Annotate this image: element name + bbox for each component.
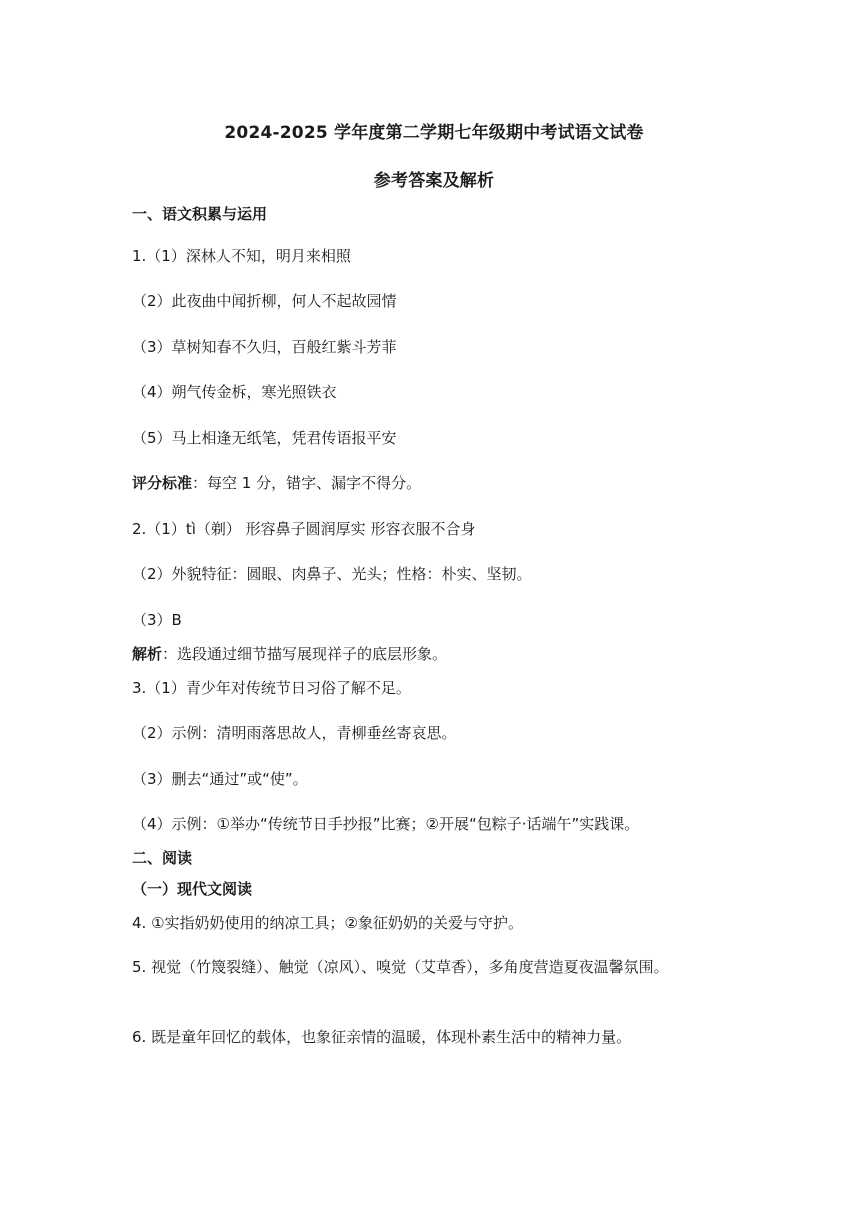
analysis-text: ：选段通过细节描写展现祥子的底层形象。 [162,645,448,663]
criteria-text: ：每空 1 分，错字、漏字不得分。 [192,474,422,492]
analysis-label: 解析 [132,645,163,663]
q2-analysis [132,643,447,664]
q1-criteria [132,472,421,493]
q3-line-2: （2）示例：清明雨落思故人，青柳垂丝寄哀思。 [132,724,457,742]
q2-line-3: （3）B [132,611,182,629]
q1-line-4: （4）朔气传金柝，寒光照铁衣 [132,383,337,401]
criteria-label: 评分标准 [132,474,193,492]
q3-line-1: 3.（1）青少年对传统节日习俗了解不足。 [132,679,411,697]
section-heading-2: 二、阅读 [132,849,193,867]
q3-line-3: （3）删去“通过”或“使”。 [132,770,308,788]
q1-line-3: （3）草树知春不久归，百般红紫斗芳菲 [132,338,397,356]
document-title: 2024-2025 学年度第二学期七年级期中考试语文试卷 [224,123,644,143]
q4-answer: 4. ①实指奶奶使用的纳凉工具；②象征奶奶的关爱与守护。 [132,914,523,932]
q1-line-1: 1.（1）深林人不知，明月来相照 [132,247,351,265]
q2-line-1: 2.（1）tì（剃） 形容鼻子圆润厚实 形容衣服不合身 [132,520,476,538]
q1-line-5: （5）马上相逢无纸笔，凭君传语报平安 [132,429,397,447]
q6-answer: 6. 既是童年回忆的载体，也象征亲情的温暖，体现朴素生活中的精神力量。 [132,1028,632,1046]
q3-line-4: （4）示例：①举办“传统节日手抄报”比赛；②开展“包粽子·话端午”实践课。 [132,815,640,833]
subsection-heading: （一）现代文阅读 [132,880,253,898]
q5-answer: 5. 视觉（竹篾裂缝）、触觉（凉风）、嗅觉（艾草香），多角度营造夏夜温馨氛围。 [132,958,669,976]
q2-line-2: （2）外貌特征：圆眼、肉鼻子、光头；性格：朴实、坚韧。 [132,565,532,583]
section-heading-1: 一、语文积累与运用 [132,205,268,223]
document-subtitle: 参考答案及解析 [373,171,495,191]
q1-line-2: （2）此夜曲中闻折柳，何人不起故园情 [132,292,397,310]
